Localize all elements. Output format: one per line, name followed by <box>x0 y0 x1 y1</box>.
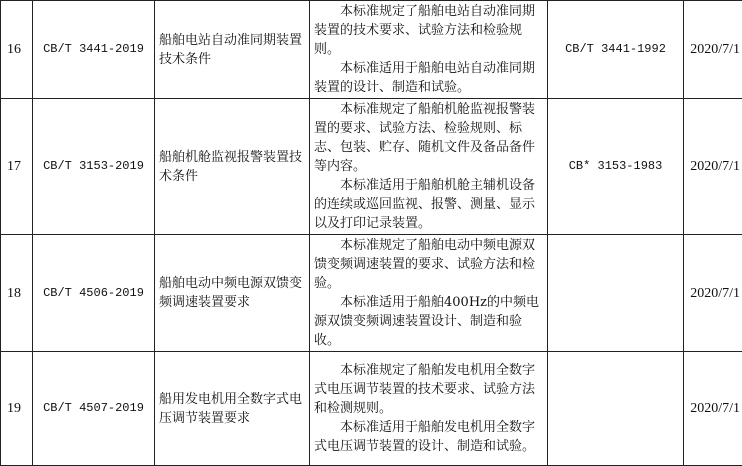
row-number: 17 <box>1 99 33 235</box>
row-number: 18 <box>1 235 33 352</box>
standard-scope <box>310 235 548 352</box>
standard-scope <box>310 352 548 466</box>
scope-paragraph: 本标准规定了船舶电动中频电源双馈变频调速装置的要求、试验方法和检验。 <box>314 236 543 293</box>
replaced-standard: CB* 3153-1983 <box>548 99 684 235</box>
effective-date: 2020/7/1 <box>684 352 742 466</box>
row-number: 19 <box>1 352 33 466</box>
replaced-standard <box>548 235 684 352</box>
scope-paragraph: 本标准适用于船舶发电机用全数字式电压调节装置的设计、制造和试验。 <box>314 418 543 456</box>
standard-code: CB/T 4506-2019 <box>33 235 155 352</box>
row-number: 16 <box>1 1 33 99</box>
effective-date: 2020/7/1 <box>684 1 742 99</box>
table-row <box>1 235 742 352</box>
standard-name: 船舶电动中频电源双馈变频调速装置要求 <box>155 235 310 352</box>
scope-paragraph: 本标准适用于船舶400Hz的中频电源双馈变频调速装置设计、制造和验收。 <box>314 293 543 350</box>
effective-date: 2020/7/1 <box>684 99 742 235</box>
standard-name: 船用发电机用全数字式电压调节装置要求 <box>155 352 310 466</box>
replaced-standard: CB/T 3441-1992 <box>548 1 684 99</box>
replaced-standard <box>548 352 684 466</box>
scope-paragraph: 本标准规定了船舶发电机用全数字式电压调节装置的技术要求、试验方法和检测规则。 <box>314 361 543 418</box>
table-row <box>1 352 742 466</box>
table-row <box>1 1 742 99</box>
scope-paragraph: 本标准规定了船舶电站自动准同期装置的技术要求、试验方法和检验规则。 <box>314 2 543 59</box>
scope-paragraph: 本标准适用于船舶电站自动准同期装置的设计、制造和试验。 <box>314 59 543 97</box>
standard-code: CB/T 3441-2019 <box>33 1 155 99</box>
scope-paragraph: 本标准适用于船舶机舱主辅机设备的连续或巡回监视、报警、测量、显示以及打印记录装置。 <box>314 176 543 233</box>
standard-scope <box>310 1 548 99</box>
standard-code: CB/T 3153-2019 <box>33 99 155 235</box>
table-row <box>1 99 742 235</box>
standard-name: 船舶电站自动准同期装置技术条件 <box>155 1 310 99</box>
scope-paragraph: 本标准规定了船舶机舱监视报警装置的要求、试验方法、检验规则、标志、包装、贮存、随机文件及备品备件等内容。 <box>314 100 543 176</box>
standard-name: 船舶机舱监视报警装置技术条件 <box>155 99 310 235</box>
effective-date: 2020/7/1 <box>684 235 742 352</box>
standard-scope <box>310 99 548 235</box>
standard-code: CB/T 4507-2019 <box>33 352 155 466</box>
